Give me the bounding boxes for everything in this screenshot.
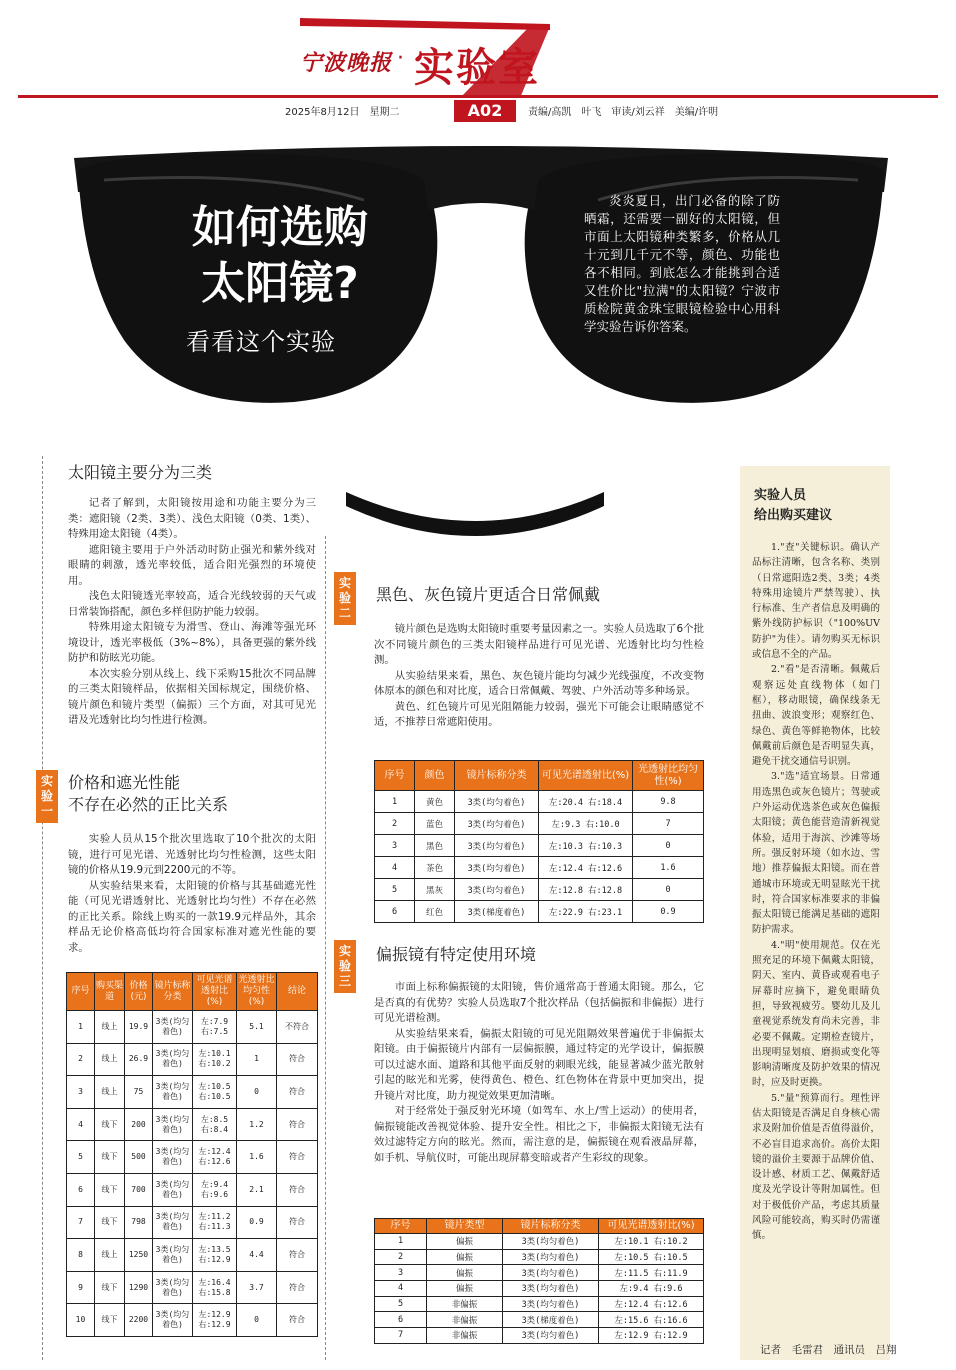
table-cell: 1250 [125,1239,153,1272]
table-cell: 符合 [277,1108,318,1141]
table-cell: 1 [237,1043,277,1076]
table-cell: 左:20.4 右:18.4 [539,791,633,813]
table-cell: 1 [67,1011,95,1044]
paragraph: 本次实验分别从线上、线下采购15批次不同品牌的三类太阳镜样品，依据相关国标规定，围绕价格、镜片颜色和镜片类型（偏振）三个方面，对其可见光谱及光透射比均匀性进行检测。 [68,667,316,726]
table-cell: 2 [375,813,415,835]
table-cell: 3类(均匀着色) [153,1108,193,1141]
table-cell: 798 [125,1206,153,1239]
table-cell: 符合 [277,1141,318,1174]
table-cell: 3类(均匀着色) [455,791,539,813]
table-header-row [375,1219,704,1234]
table-cell: 0 [633,879,704,901]
table-cell: 非偏振 [427,1312,503,1328]
table-cell: 3类(均匀着色) [153,1043,193,1076]
price-results-table [66,972,318,1337]
paragraph: 浅色太阳镜透光率较高，适合光线较弱的天气或日常装饰搭配，颜色多样但防护能力较弱。 [68,590,316,618]
table-cell: 3类(均匀着色) [153,1304,193,1337]
table-cell: 75 [125,1076,153,1109]
table-row [375,1328,704,1344]
table-row [67,1141,318,1174]
table-cell: 3类(均匀着色) [455,857,539,879]
table-cell: 红色 [415,901,455,923]
table-cell: 线下 [95,1108,125,1141]
table-cell: 线上 [95,1239,125,1272]
table-row [375,879,704,901]
table-cell: 3类(均匀着色) [503,1328,599,1344]
table-cell: 左:12.4 右:12.6 [193,1141,237,1174]
brand-name: 宁波晚报 [300,50,393,76]
table-cell: 26.9 [125,1043,153,1076]
advice-item: 2."看"是否清晰。佩戴后观察远处直线物体（如门框），移动眼镜，确保线条无扭曲、波浪变形；观察红色、绿色、黄色等鲜艳物体，比较佩戴前后颜色是否明显失真，避免干扰交通信号识别。 [752,664,880,768]
column-header: 光透射比均匀性(%) [633,761,704,791]
column-header: 可见光谱透射比(%) [539,761,633,791]
table-cell: 线上 [95,1076,125,1109]
paragraph: 特殊用途太阳镜专为滑雪、登山、海滩等强光环境设计，透光率极低（3%~8%），具备更强的紫外线防护和防眩光功能。 [68,621,316,664]
table-cell: 左:13.5 右:12.9 [193,1239,237,1272]
table-cell: 10 [67,1304,95,1337]
table-cell: 左:22.9 右:23.1 [539,901,633,923]
table-row [375,1249,704,1265]
table-cell: 3类(均匀着色) [153,1011,193,1044]
experiment-tag-text: 实验一 [40,774,53,818]
table-row [375,791,704,813]
table-row [375,813,704,835]
table-row [375,1281,704,1297]
table-row [67,1173,318,1206]
table-cell: 8 [67,1239,95,1272]
table-cell: 1.6 [633,857,704,879]
table-cell: 线上 [95,1011,125,1044]
table-cell: 1290 [125,1271,153,1304]
table-cell: 左:12.8 右:12.8 [539,879,633,901]
table-cell: 线下 [95,1304,125,1337]
column-header: 可见光谱透射比(%) [193,973,237,1011]
table-cell: 符合 [277,1239,318,1272]
experiment-body [68,832,316,956]
table-cell: 左:9.4 右:9.6 [599,1281,704,1297]
subheadline: 看看这个实验 [186,328,336,356]
table-cell: 200 [125,1108,153,1141]
table-cell: 左:12.4 右:12.6 [599,1296,704,1312]
table-cell: 3类(均匀着色) [153,1239,193,1272]
experiment-tag-text: 实验三 [338,944,351,988]
table-header-row [67,973,318,1011]
table-cell: 左:10.3 右:10.3 [539,835,633,857]
experiment-tag [334,940,356,993]
header-rule [18,95,938,98]
table-cell: 3类(均匀着色) [455,813,539,835]
table-cell: 左:10.1 右:10.2 [193,1043,237,1076]
heading-line: 给出购买建议 [754,508,833,523]
table-cell: 5 [375,1296,427,1312]
column-divider-left [42,456,43,1360]
table-row [375,1296,704,1312]
sidebar-body [752,540,880,1244]
main-headline [160,200,400,312]
table-cell: 6 [375,1312,427,1328]
table-cell: 符合 [277,1173,318,1206]
table-cell: 符合 [277,1304,318,1337]
table-cell: 3 [375,835,415,857]
column-header: 可见光谱透射比(%) [599,1219,704,1234]
advice-item: 3."选"适宜场景。日常通用选黑色或灰色镜片；驾驶或户外运动优选茶色或灰色偏振太阳镜；黄色能营造清新视觉体验，适用于海滨、沙滩等场所。强反射环境（如水边、雪地）推荐偏振太阳镜。而在普通城市环境或无明显眩光干扰时，符合国家标准要求的非偏振太阳镜已能满足基础的遮阳防护需求。 [752,771,880,936]
paragraph: 从实验结果来看，黑色、灰色镜片能均匀减少光线强度，不改变物体原本的颜色和对比度，适合日常佩戴、驾驶、户外活动等多种场景。 [374,669,704,697]
table-cell: 0 [237,1304,277,1337]
table-cell: 3类(均匀着色) [153,1141,193,1174]
smile-illustration [340,484,610,544]
table-cell: 左:7.9 右:7.5 [193,1011,237,1044]
headline-line-2: 太阳镜? [201,258,359,309]
table-cell: 茶色 [415,857,455,879]
column-header: 镜片标称分类 [153,973,193,1011]
editors-credit: 责编/高凯 叶飞 审读/刘云祥 美编/许明 [528,107,719,118]
table-cell: 左:15.6 右:16.6 [599,1312,704,1328]
color-results-table [374,760,704,923]
paragraph: 镜片颜色是选购太阳镜时重要考量因素之一。实验人员选取了6个批次不同镜片颜色的三类太阳镜样品进行可见光谱、光透射比均匀性检测。 [374,623,704,666]
column-header: 序号 [375,761,415,791]
column-header: 镜片标称分类 [503,1219,599,1234]
table-cell: 线下 [95,1141,125,1174]
table-cell: 1.6 [237,1141,277,1174]
experiment-body [374,980,704,1166]
table-cell: 19.9 [125,1011,153,1044]
table-cell: 2 [67,1043,95,1076]
table-cell: 2.1 [237,1173,277,1206]
table-cell: 线下 [95,1206,125,1239]
table-cell: 3类(均匀着色) [455,879,539,901]
page-number: A02 [454,100,516,122]
experiment-heading: 偏振镜有特定使用环境 [376,945,537,964]
table-cell: 左:10.5 右:10.5 [193,1076,237,1109]
table-cell: 3类(均匀着色) [503,1296,599,1312]
table-cell: 5 [67,1141,95,1174]
table-cell: 3类(均匀着色) [503,1265,599,1281]
table-cell: 线下 [95,1173,125,1206]
table-cell: 4 [67,1108,95,1141]
column-header: 序号 [375,1219,427,1234]
table-row [67,1271,318,1304]
table-cell: 线下 [95,1271,125,1304]
table-cell: 左:9.4 右:9.6 [193,1173,237,1206]
column-divider-middle [325,536,326,1360]
table-cell: 7 [67,1206,95,1239]
table-cell: 蓝色 [415,813,455,835]
issue-date: 2025年8月12日 星期二 [285,107,400,118]
table-cell: 符合 [277,1043,318,1076]
paragraph: 记者了解到，太阳镜按用途和功能主要分为三类：遮阳镜（2类、3类）、浅色太阳镜（0类、1类）、特殊用途太阳镜（4类）。 [68,497,316,540]
table-cell: 线上 [95,1043,125,1076]
table-cell: 左:12.4 右:12.6 [539,857,633,879]
polarization-results-table [374,1218,704,1344]
column-header: 价格(元) [125,973,153,1011]
table-cell: 3.7 [237,1271,277,1304]
table-cell: 黄色 [415,791,455,813]
section-title: 实验室 [414,45,540,91]
table-cell: 偏振 [427,1281,503,1297]
table-cell: 4 [375,857,415,879]
heading-line: 不存在必然的正比关系 [68,795,229,814]
table-row [67,1076,318,1109]
sidebar-heading [754,486,832,526]
table-cell: 非偏振 [427,1296,503,1312]
table-cell: 2200 [125,1304,153,1337]
advice-item: 1."查"关键标识。确认产品标注清晰，包含名称、类别（日常遮阳选2类、3类；4类特殊用途镜片严禁驾驶）、执行标准、生产者信息及明确的紫外线防护标识（"100%UV防护"为佳）。请勿购买无标识或信息不全的产品。 [752,542,880,661]
table-cell: 6 [375,901,415,923]
table-cell: 左:10.1 右:10.2 [599,1234,704,1250]
table-cell: 左:9.3 右:10.0 [539,813,633,835]
table-cell: 偏振 [427,1249,503,1265]
table-cell: 700 [125,1173,153,1206]
table-cell: 9.8 [633,791,704,813]
table-cell: 3类(梯度着色) [455,901,539,923]
column-header: 序号 [67,973,95,1011]
table-cell: 3类(均匀着色) [153,1173,193,1206]
table-cell: 3类(均匀着色) [503,1281,599,1297]
headline-line-1: 如何选购 [192,202,368,253]
column-header: 镜片类型 [427,1219,503,1234]
table-cell: 左:12.9 右:12.9 [193,1304,237,1337]
table-cell: 7 [375,1328,427,1344]
table-cell: 3类(均匀着色) [153,1271,193,1304]
table-cell: 9 [67,1271,95,1304]
table-cell: 3类(均匀着色) [153,1206,193,1239]
intro-text: 炎炎夏日，出门必备的除了防晒霜，还需要一副好的太阳镜，但市面上太阳镜种类繁多，价格从几十元到几千元不等，颜色、功能也各不相同。到底怎么才能挑到合适又性价比"拉满"的太阳镜？宁波市质检院黄金珠宝眼镜检验中心用科学实验告诉你答案。 [584,193,780,334]
table-row [375,835,704,857]
heading-line: 价格和遮光性能 [68,773,181,792]
experiment-tag-text: 实验二 [338,576,351,620]
table-cell: 6 [67,1173,95,1206]
table-header-row [375,761,704,791]
section-heading: 太阳镜主要分为三类 [68,463,213,482]
paragraph: 黄色、红色镜片可见光阻隔能力较弱，强光下可能会让眼睛感觉不适，不推荐日常遮阳使用。 [374,700,704,728]
paragraph: 市面上标称偏振镜的太阳镜，售价通常高于普通太阳镜。那么，它是否真的有优势？实验人员选取7个批次样品（包括偏振和非偏振）进行可见光谱检测。 [374,981,704,1024]
paragraph: 对于经常处于强反射光环境（如驾车、水上/雪上运动）的使用者，偏振镜能改善视觉体验、提升安全性。相比之下，非偏振太阳镜无法有效过滤特定方向的眩光。然而，需注意的是，偏振镜在观看液晶屏幕，如手机、导航仪时，可能出现屏幕变暗或者产生彩纹的现象。 [374,1105,704,1164]
table-cell: 黑灰 [415,879,455,901]
table-cell: 符合 [277,1076,318,1109]
table-cell: 左:8.5 右:8.4 [193,1108,237,1141]
column-header: 镜片标称分类 [455,761,539,791]
paragraph: 遮阳镜主要用于户外活动时防止强光和紫外线对眼睛的刺激，透光率较低，适合阳光强烈的环境使用。 [68,543,316,587]
paragraph: 实验人员从15个批次里选取了10个批次的太阳镜，进行可见光谱、光透射比均匀性检测，这些太阳镜的价格从19.9元到2200元的不等。 [68,833,316,876]
table-row [375,1234,704,1250]
table-cell: 5 [375,879,415,901]
table-cell: 左:11.5 右:11.9 [599,1265,704,1281]
table-row [67,1043,318,1076]
table-cell: 3类(均匀着色) [153,1076,193,1109]
byline: 记者 毛雷君 通讯员 吕翔 [760,1344,897,1356]
paragraph: 从实验结果来看，太阳镜的价格与其基础遮光性能（可见光谱透射比、光透射比均匀性）不存在必然的正比关系。除线上购买的一款19.9元样品外，其余样品无论价格高低均符合国家标准对遮光性能的要求。 [68,879,316,954]
table-cell: 0.9 [237,1206,277,1239]
table-cell: 4 [375,1281,427,1297]
table-cell: 3类(均匀着色) [503,1249,599,1265]
table-cell: 左:11.2 右:11.3 [193,1206,237,1239]
table-cell: 非偏振 [427,1328,503,1344]
table-cell: 3 [375,1265,427,1281]
table-cell: 左:16.4 右:15.8 [193,1271,237,1304]
table-cell: 3类(均匀着色) [455,835,539,857]
advice-item: 4."明"使用规范。仅在光照充足的环境下佩戴太阳镜，阴天、室内、黄昏或观看电子屏幕时应摘下，避免眼睛负担，导致视疲劳。婴幼儿及儿童视觉系统发育尚未完善，非必要不佩戴。定期检查镜片，出现明显划痕、磨损或变化等影响清晰度及防护效果的情况时，应及时更换。 [752,939,880,1089]
column-header: 结论 [277,973,318,1011]
table-cell: 0.9 [633,901,704,923]
table-cell: 符合 [277,1206,318,1239]
table-row [375,901,704,923]
table-cell: 1 [375,1234,427,1250]
table-cell: 黑色 [415,835,455,857]
table-cell: 5.1 [237,1011,277,1044]
column-header: 光透射比均匀性(%) [237,973,277,1011]
table-cell: 3类(均匀着色) [503,1234,599,1250]
table-row [375,1265,704,1281]
experiment-heading [68,772,228,816]
table-row [375,857,704,879]
table-cell: 2 [375,1249,427,1265]
table-cell: 偏振 [427,1234,503,1250]
section-body [68,496,316,729]
table-cell: 3类(梯度着色) [503,1312,599,1328]
experiment-body [374,622,704,731]
table-cell: 符合 [277,1271,318,1304]
column-header: 颜色 [415,761,455,791]
table-row [67,1206,318,1239]
table-cell: 不符合 [277,1011,318,1044]
column-header: 购买渠道 [95,973,125,1011]
table-cell: 7 [633,813,704,835]
table-cell: 4.4 [237,1239,277,1272]
table-cell: 1 [375,791,415,813]
experiment-heading: 黑色、灰色镜片更适合日常佩戴 [376,585,601,604]
table-row [67,1239,318,1272]
brand-separator: · [397,46,404,71]
experiment-tag [36,770,58,823]
table-row [375,1312,704,1328]
paragraph: 从实验结果来看，偏振太阳镜的可见光阻隔效果普遍优于非偏振太阳镜。由于偏振镜片内部有一层偏振膜，通过特定的光学设计，偏振膜可以过滤水面、道路和其他平面反射的刺眼光线，能显著减少蓝光散射引起的眩光和光雾，使得黄色、橙色、红色物体在背景中更加突出，提升镜片对比度，助力视觉效果更加清晰。 [374,1027,704,1102]
table-cell: 3 [67,1076,95,1109]
experiment-tag [334,572,356,625]
table-row [67,1108,318,1141]
table-row [67,1011,318,1044]
table-cell: 0 [633,835,704,857]
table-cell: 左:10.5 右:10.5 [599,1249,704,1265]
table-cell: 1.2 [237,1108,277,1141]
table-cell: 500 [125,1141,153,1174]
heading-line: 实验人员 [754,488,807,503]
advice-item: 5."量"预算而行。理性评估太阳镜是否满足自身核心需求及附加价值是否值得溢价，不必盲目追求高价。高价太阳镜的溢价主要源于品牌价值、设计感、材质工艺、佩戴舒适度及光学设计等附加属性。但对于极低价产品，考虑其质量风险可能较高，购买时仍需谨慎。 [752,1092,880,1242]
table-cell: 0 [237,1076,277,1109]
table-cell: 左:12.9 右:12.9 [599,1328,704,1344]
table-row [67,1304,318,1337]
table-cell: 偏振 [427,1265,503,1281]
